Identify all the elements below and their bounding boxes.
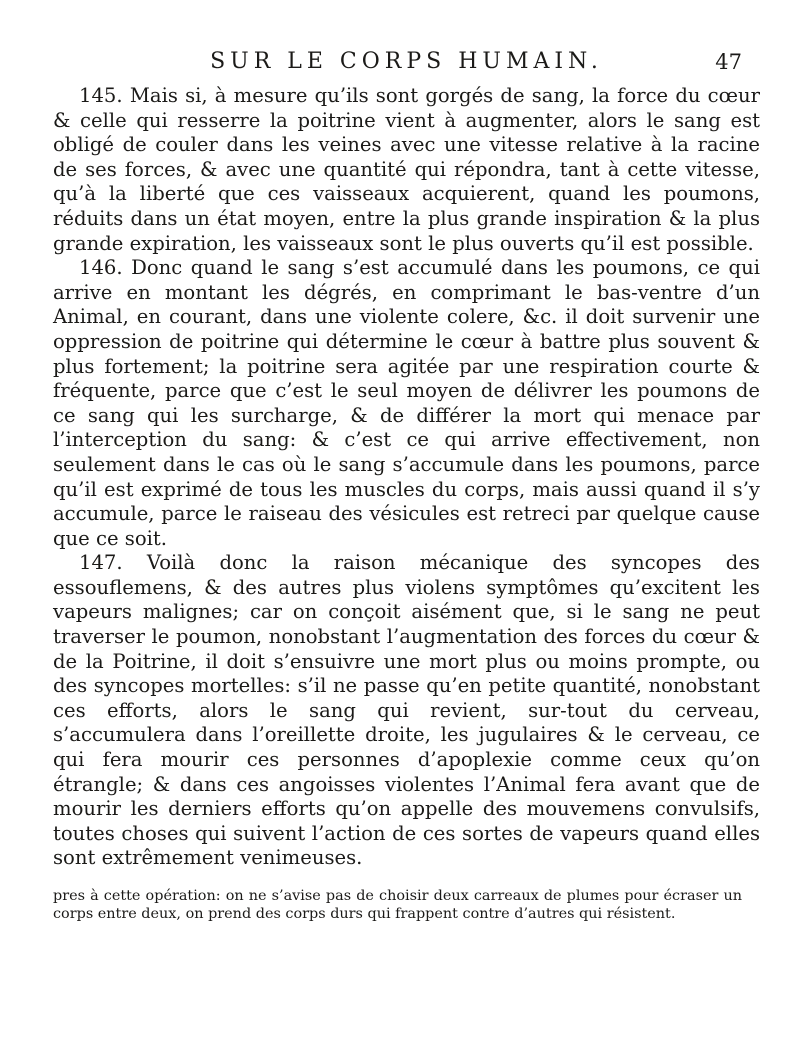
paragraph-number: 147. [79,551,123,575]
body-text [53,84,760,871]
paragraph-145 [53,84,760,256]
running-title: SUR LE CORPS HUMAIN. [210,49,603,74]
paragraph-text: Voilà donc la raison mécanique des syncopes des essouflemens, & des autres plus violens symptômes qu’excitent les vapeurs malignes; car on conçoit aisément que, si le sang ne peut traverser le poumon, nonobstant l’augmentation des forces du cœur & de la Poitrine, il doit s’ensuivre une mort plus ou moins prompte, ou des syncopes mortelles: s’il ne passe qu’en petite quantité, nonobstant ces efforts, alors le sang qui revient, sur-tout du cerveau, s’accumulera dans l’oreillette droite, les jugulaires & le cerveau, ce qui fera mourir ces personnes d’apoplexie comme ceux qu’on étrangle; & dans ces angoisses violentes l’Animal fera avant que de mourir les derniers efforts qu’on appelle des mouvemens convulsifs, toutes choses qui suivent l’action de ces sortes de vapeurs quand elles sont extrêmement venimeuses. [53,551,760,870]
paragraph-number: 146. [79,256,123,280]
paragraph-text: Mais si, à mesure qu’ils sont gorgés de sang, la force du cœur & celle qui resserre la poitrine vient à augmenter, alors le sang est obligé de couler dans les veines avec une vitesse relative à la racine de ses forces, & avec une quantité qui répondra, tant à cette vitesse, qu’à la liberté que ces vaisseaux acquierent, quand les poumons, réduits dans un état moyen, entre la plus grande inspiration & la plus grande expiration, les vaisseaux sont le plus ouverts qu’il est possible. [53,84,760,255]
footnote: pres à cette opération: on ne s’avise pas de choisir deux carreaux de plumes pour écraser un corps entre deux, on prend des corps durs qui frappent contre d’autres qui résistent. [53,888,742,922]
paragraph-147 [53,551,760,871]
paragraph-146 [53,256,760,551]
paragraph-number: 145. [79,84,123,107]
running-head [53,42,760,82]
page-number: 47 [715,50,742,74]
paragraph-text: Donc quand le sang s’est accumulé dans les poumons, ce qui arrive en montant les dégrés, en comprimant le bas-ventre d’un Animal, en courant, dans une violente colere, &c. il doit survenir une oppression de poitrine qui détermine le cœur à battre plus souvent & plus fortement; la poitrine sera agitée par une respiration courte & fréquente, parce que c’est le seul moyen de délivrer les poumons de ce sang qui les surcharge, & de différer la mort qui menace par l’interception du sang: & c’est ce qui arrive effectivement, non seulement dans le cas où le sang s’accumule dans les poumons, parce qu’il est exprimé de tous les muscles du corps, mais aussi quand il s’y accumule, parce le raiseau des vésicules est retreci par quelque cause que ce soit. [53,256,760,550]
